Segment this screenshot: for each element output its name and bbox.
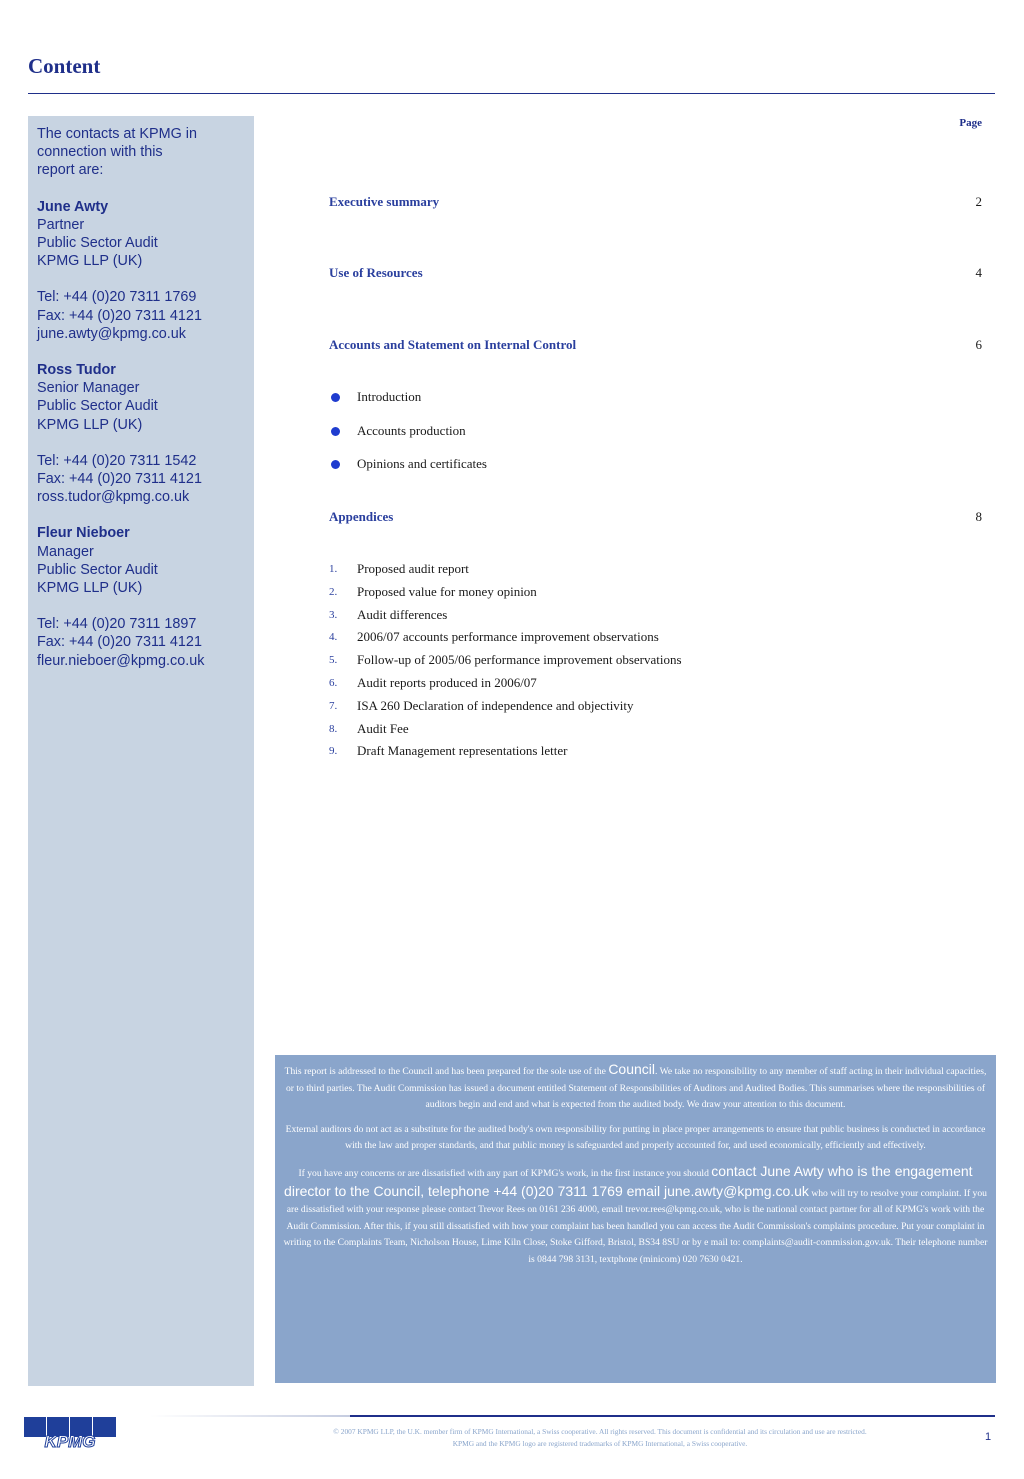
contact-name: June Awty [37, 198, 109, 215]
disclaimer-paragraph [283, 1061, 988, 1114]
list-item-label: Draft Management representations letter [357, 743, 568, 759]
bullet-icon [331, 427, 340, 436]
disclaimer-text: This report is addressed to the Council and has been prepared for the sole use of the [284, 1066, 609, 1077]
toc-section[interactable] [329, 194, 982, 210]
toc-page-number: 6 [975, 337, 982, 352]
page-column-label: Page [959, 117, 982, 129]
contact-fax: Fax: +44 (0)20 7311 4121 [37, 471, 202, 488]
list-item-label: Accounts production [357, 423, 466, 438]
list-item-number: 7. [329, 699, 338, 712]
disclaimer-text: who will try to resolve your complaint. If you are dissatisfied with your response please contact Trevor Rees on 0161 236 4000, email trevor.rees@kpmg.co.uk, who is the national contact partner for all of KPMG's work with the Audit Commission. After this, if you still dissatisfied with how your complaint has been handled you can access the Audit Commission's complaints procedure. Put your complaint in writing to the Complaints Team, Nicholson House, Lime Kiln Close, Stoke Gifford, Bristol, BS34 8SU or by e mail to: complaints@audit-commission.gov.uk. Their telephone number is 0844 798 3131, textphone (minicom) 020 7630 0421. [283, 1187, 988, 1265]
contact-role: Manager [37, 543, 94, 560]
list-item-label: Introduction [357, 389, 422, 404]
list-item-label: Audit differences [357, 606, 448, 622]
list-item-number: 6. [329, 676, 338, 689]
list-item-number: 5. [329, 654, 338, 667]
contact-department: Public Sector Audit [37, 398, 158, 415]
footer-legal-line: KPMG and the KPMG logo are registered trademarks of KPMG International, a Swiss cooperative. [452, 1439, 748, 1449]
bullet-icon [331, 460, 340, 469]
contact-card [37, 198, 246, 343]
disclaimer-paragraph [283, 1163, 988, 1269]
toc-section-title: Executive summary [329, 194, 440, 209]
contact-tel: Tel: +44 (0)20 7311 1897 [37, 616, 197, 633]
contact-department: Public Sector Audit [37, 235, 158, 252]
contact-firm: KPMG LLP (UK) [37, 580, 143, 597]
list-item-label: Proposed value for money opinion [357, 583, 537, 599]
page-number: 1 [985, 1431, 992, 1443]
disclaimer-emphasis: contact June Awty who is the engagement director to the Council, telephone +44 (0)20 7311 1769 email june.awty@kpmg.co.uk [284, 1162, 973, 1199]
toc-section[interactable] [329, 337, 982, 353]
disclaimer-box [275, 1055, 996, 1383]
contact-email[interactable]: june.awty@kpmg.co.uk [37, 325, 186, 342]
contact-tel: Tel: +44 (0)20 7311 1769 [37, 289, 197, 306]
list-item-label: 2006/07 accounts performance improvement observations [357, 629, 659, 645]
list-item-number: 9. [329, 745, 338, 758]
list-item-label: Audit reports produced in 2006/07 [357, 674, 537, 690]
list-item-number: 4. [329, 631, 338, 644]
contact-email[interactable]: ross.tudor@kpmg.co.uk [37, 489, 190, 506]
list-item-label: Follow-up of 2005/06 performance improvement observations [357, 652, 682, 668]
svg-text:KPMG: KPMG [44, 1432, 96, 1448]
list-item-number: 1. [329, 563, 338, 575]
kpmg-logo [24, 1417, 116, 1448]
bullet-icon [331, 393, 340, 402]
contact-tel: Tel: +44 (0)20 7311 1542 [37, 452, 197, 469]
list-item-label: Opinions and certificates [357, 456, 487, 471]
contact-firm: KPMG LLP (UK) [37, 416, 143, 433]
contact-fax: Fax: +44 (0)20 7311 4121 [37, 634, 202, 651]
disclaimer-emphasis: Council [608, 1061, 656, 1077]
contact-card [37, 524, 246, 669]
footer-divider-fade [150, 1415, 350, 1417]
contact-email[interactable]: fleur.nieboer@kpmg.co.uk [37, 652, 205, 669]
list-item-number: 2. [329, 585, 338, 598]
disclaimer-paragraph: External auditors do not act as a substitute for the audited body's own responsibility for putting in place proper arrangements to ensure that public business is conducted in accordance with the law and proper standards, and that public money is safeguarded and properly accounted for, and used economically, efficiently and effectively. [285, 1123, 986, 1152]
contact-name: Ross Tudor [37, 362, 116, 379]
disclaimer-text: If you have any concerns or are dissatisfied with any part of KPMG's work, in the first instance you should [298, 1167, 712, 1179]
footer-legal-line: © 2007 KPMG LLP, the U.K. member firm of KPMG International, a Swiss cooperative. All rights reserved. This document is confidential and its circulation and use are restricted. [333, 1427, 867, 1436]
contact-department: Public Sector Audit [37, 561, 158, 578]
list-item-number: 8. [329, 722, 338, 735]
toc-section-title: Appendices [329, 509, 394, 524]
disclaimer-text: . We take no responsibility to any member of staff acting in their individual capacities, or to third parties. The Audit Commission has issued a document entitled Statement of Responsibilities of Auditors and Audited Bodies. This summarises where the responsibilities of auditors begin and end and what is expected from the audited body. We draw your attention to this document. [285, 1066, 987, 1111]
toc-section-title: Accounts and Statement on Internal Control [329, 337, 577, 352]
contact-role: Senior Manager [37, 380, 140, 397]
list-item-number: 3. [329, 608, 338, 621]
contact-name: Fleur Nieboer [37, 525, 130, 542]
toc-section[interactable] [329, 265, 982, 281]
footer-divider [350, 1415, 995, 1417]
contact-card [37, 361, 246, 506]
toc-page-number: 8 [975, 509, 982, 524]
toc-page-number: 4 [975, 265, 982, 280]
toc-page-number: 2 [975, 194, 982, 209]
list-item-label: Audit Fee [357, 720, 409, 736]
footer-legal [270, 1426, 930, 1451]
title-divider [28, 93, 995, 94]
toc-section[interactable] [329, 509, 982, 525]
contact-fax: Fax: +44 (0)20 7311 4121 [37, 307, 202, 324]
list-item-label: Proposed audit report [357, 561, 469, 576]
contact-firm: KPMG LLP (UK) [37, 253, 143, 270]
page-title: Content [28, 54, 101, 78]
list-item-label: ISA 260 Declaration of independence and objectivity [357, 697, 634, 713]
contact-role: Partner [37, 216, 85, 233]
contacts-sidebar [28, 116, 254, 1386]
toc-section-title: Use of Resources [329, 265, 423, 280]
contacts-intro: The contacts at KPMG in connection with this report are: [37, 126, 197, 179]
